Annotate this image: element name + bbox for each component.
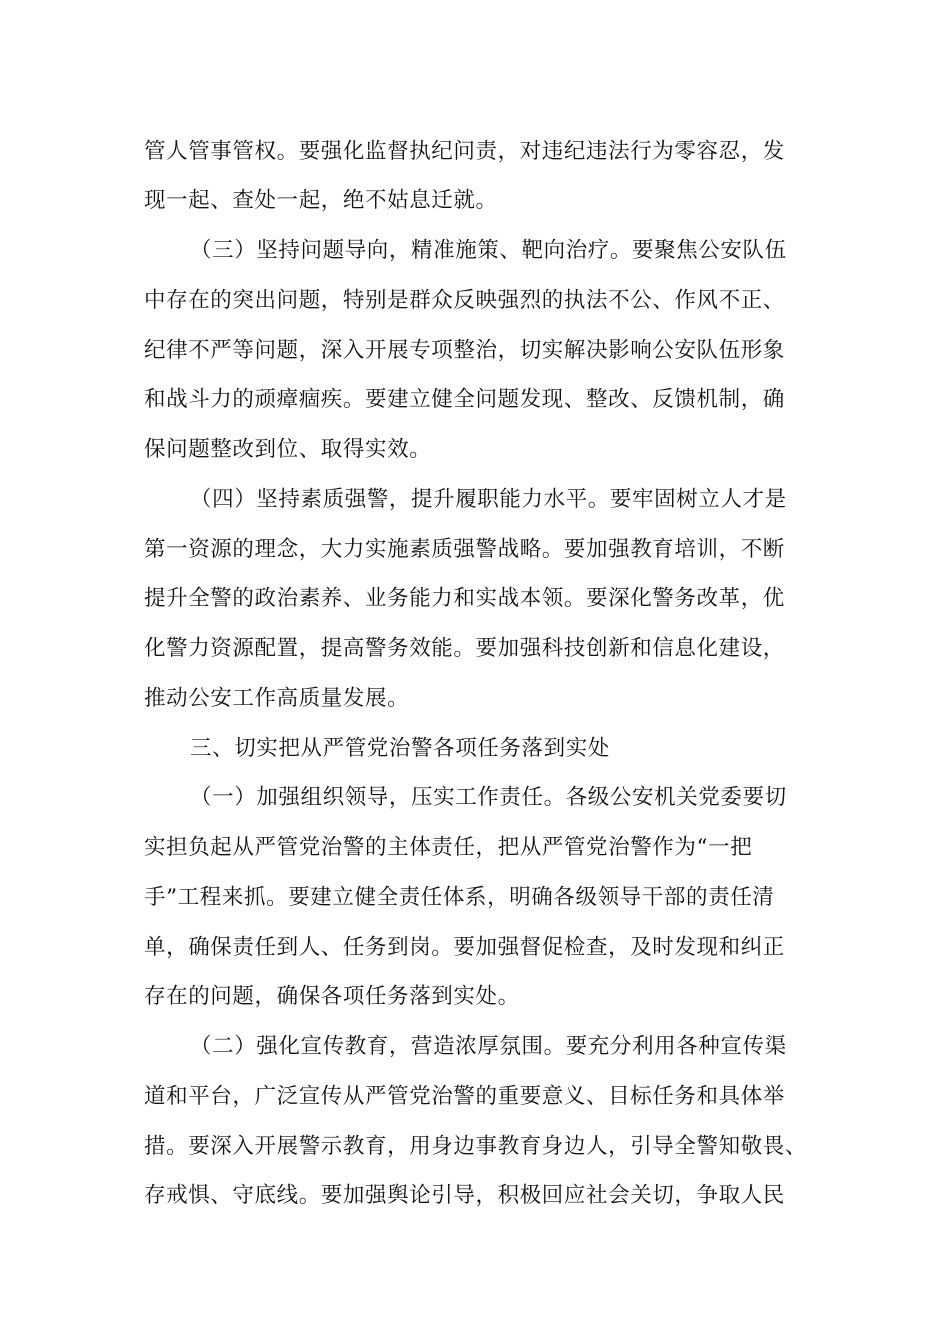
paragraph-heading-1: （一）加强组织领导，压实工作责任。各级公安机关党委要切	[190, 785, 787, 810]
text-line: 保问题整改到位、取得实效。	[144, 437, 432, 462]
text-line: 道和平台，广泛宣传从严管党治警的重要意义、目标任务和具体举	[144, 1084, 785, 1109]
text-line: 推动公安工作高质量发展。	[144, 686, 410, 711]
text-line: 化警力资源配置，提高警务效能。要加强科技创新和信息化建设，	[144, 636, 785, 661]
text-line: 单，确保责任到人、任务到岗。要加强督促检查，及时发现和纠正	[144, 935, 785, 960]
paragraph-heading-2: （二）强化宣传教育，营造浓厚氛围。要充分利用各种宣传渠	[190, 1034, 787, 1059]
text-line: 中存在的突出问题，特别是群众反映强烈的执法不公、作风不正、	[144, 288, 785, 313]
text-line: 存在的问题，确保各项任务落到实处。	[144, 984, 520, 1009]
text-line: 提升全警的政治素养、业务能力和实战本领。要深化警务改革，优	[144, 586, 785, 611]
text-line: 第一资源的理念，大力实施素质强警战略。要加强教育培训，不断	[144, 537, 785, 562]
text-line: 手”工程来抓。要建立健全责任体系，明确各级领导干部的责任清	[144, 885, 775, 910]
paragraph-heading-3: （三）坚持问题导向，精准施策、靶向治疗。要聚焦公安队伍	[190, 238, 787, 263]
text-line: 措。要深入开展警示教育，用身边事教育身边人，引导全警知敬畏、	[144, 1134, 808, 1159]
paragraph-heading-4: （四）坚持素质强警，提升履职能力水平。要牢固树立人才是	[190, 487, 787, 512]
text-line: 存戒惧、守底线。要加强舆论引导，积极回应社会关切，争取人民	[144, 1183, 785, 1208]
text-line: 纪律不严等问题，深入开展专项整治，切实解决影响公安队伍形象	[144, 338, 785, 363]
text-line: 实担负起从严管党治警的主体责任，把从严管党治警作为“一把	[144, 835, 753, 860]
section-heading-3: 三、切实把从严管党治警各项任务落到实处	[190, 736, 610, 761]
text-line: 和战斗力的顽瘴痼疾。要建立健全问题发现、整改、反馈机制，确	[144, 387, 785, 412]
text-line: 管人管事管权。要强化监督执纪问责，对违纪违法行为零容忍，发	[144, 139, 785, 164]
text-line: 现一起、查处一起，绝不姑息迁就。	[144, 188, 498, 213]
